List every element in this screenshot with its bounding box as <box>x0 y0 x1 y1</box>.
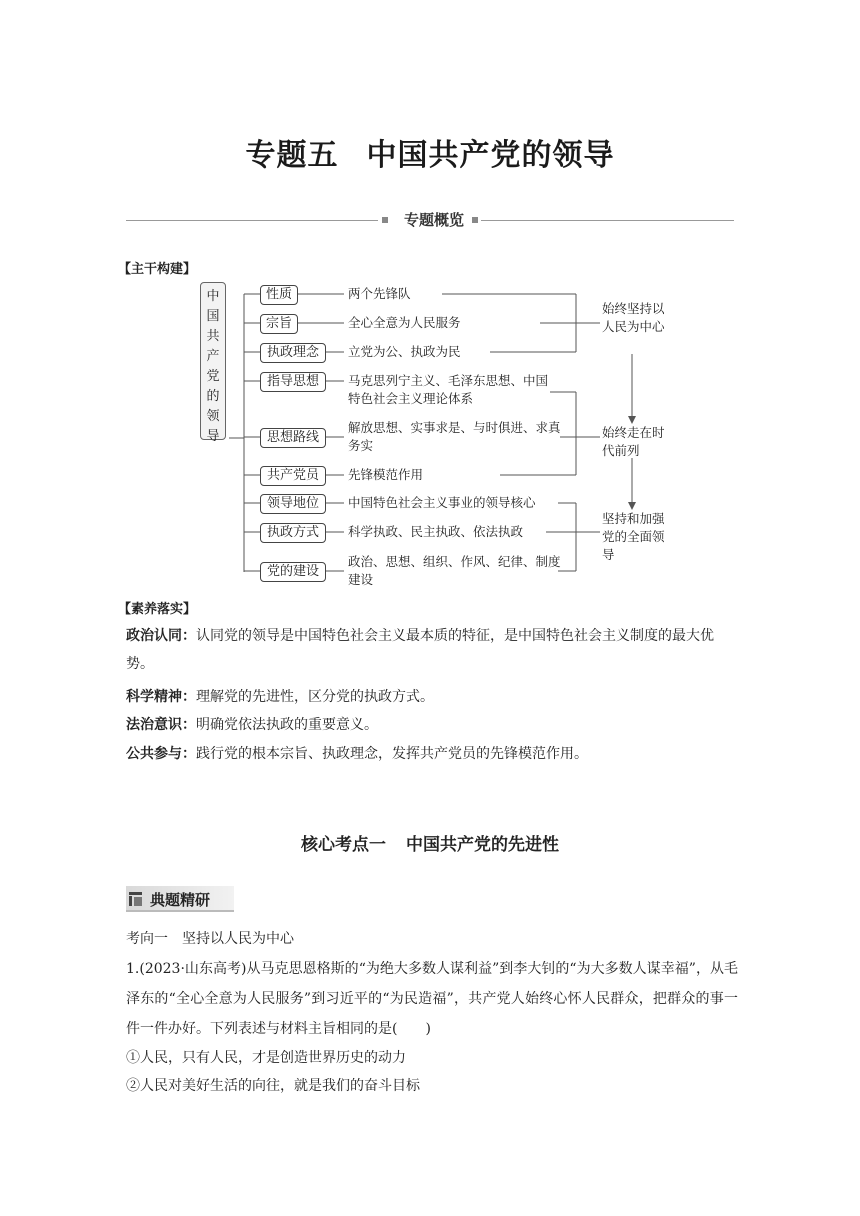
title-part2: 中国共产党的领导 <box>366 138 615 173</box>
literacy-text: 理解党的先进性，区分党的执政方式。 <box>196 689 434 705</box>
overview-label: 专题概览 <box>403 211 464 229</box>
diagram-desc: 科学执政、民主执政、依法执政 <box>348 524 524 539</box>
diagram-root: 中国共产党的领导 <box>200 282 226 440</box>
direction-heading: 考向一 坚持以人民为中心 <box>126 931 294 947</box>
section-tag <box>126 886 234 912</box>
literacy-text: 践行党的根本宗旨、执政理念，发挥共产党员的先锋模范作用。 <box>196 746 588 762</box>
diagram-desc: 马克思列宁主义、毛泽东思想、中国特色社会主义理论体系 <box>348 373 549 406</box>
literacy-item <box>126 711 736 739</box>
diagram-result: 始终坚持以人民为中心 <box>602 301 665 334</box>
core-point-heading <box>0 830 860 855</box>
diagram-result: 坚持和加强党的全面领导 <box>602 511 665 562</box>
overview-divider <box>126 209 734 231</box>
question-option: ②人民对美好生活的向往，就是我们的奋斗目标 <box>126 1078 420 1094</box>
section-tag-icon <box>129 892 142 906</box>
diagram-node: 宗旨 <box>260 314 298 334</box>
section-tag-label: 典题精研 <box>150 891 211 909</box>
literacy-key: 公共参与： <box>126 746 196 762</box>
literacy-key: 政治认同： <box>126 628 196 644</box>
diagram-node: 思想路线 <box>260 428 326 448</box>
diagram-node: 共产党员 <box>260 466 326 486</box>
literacy-text: 认同党的领导是中国特色社会主义最本质的特征，是中国特色社会主义制度的最大优势。 <box>126 628 714 672</box>
page-title <box>0 130 860 174</box>
concept-diagram <box>200 282 670 587</box>
diagram-desc: 全心全意为人民服务 <box>348 315 461 330</box>
literacy-item <box>126 622 736 678</box>
question-text: 1.(2023·山东高考)从马克思恩格斯的“为绝大多数人谋利益”到李大钊的“为大多数人谋幸福”，从毛泽东的“全心全意为人民服务”到习近平的“为民造福”，共产党人始终心怀人民群众，把群众的事一件一件办好。下列表述与材料主旨相同的是( ) <box>126 961 738 1037</box>
diagram-node: 执政理念 <box>260 343 326 363</box>
literacy-key: 科学精神： <box>126 689 196 705</box>
core-point-part1: 核心考点一 <box>301 835 386 855</box>
diagram-desc: 解放思想、实事求是、与时俱进、求真务实 <box>348 420 561 453</box>
diagram-desc: 两个先锋队 <box>348 286 411 301</box>
diagram-desc: 政治、思想、组织、作风、纪律、制度建设 <box>348 554 561 587</box>
diagram-node: 执政方式 <box>260 523 326 543</box>
title-part1: 专题五 <box>245 138 339 173</box>
main-frame-label: 【主干构建】 <box>118 262 197 277</box>
diagram-node: 党的建设 <box>260 562 326 582</box>
core-point-part2: 中国共产党的先进性 <box>406 835 559 855</box>
literacy-text: 明确党依法执政的重要意义。 <box>196 717 378 733</box>
diagram-node: 指导思想 <box>260 372 326 392</box>
literacy-item <box>126 740 736 768</box>
literacy-key: 法治意识： <box>126 717 196 733</box>
diagram-desc: 先锋模范作用 <box>348 467 424 482</box>
diagram-node: 性质 <box>260 285 298 305</box>
diagram-desc: 立党为公、执政为民 <box>348 344 461 359</box>
diagram-node: 领导地位 <box>260 494 326 514</box>
literacy-label: 【素养落实】 <box>118 602 197 617</box>
question-option: ①人民，只有人民，才是创造世界历史的动力 <box>126 1050 406 1066</box>
diagram-desc: 中国特色社会主义事业的领导核心 <box>348 495 536 510</box>
diagram-result: 始终走在时代前列 <box>602 425 665 458</box>
literacy-item <box>126 683 736 711</box>
